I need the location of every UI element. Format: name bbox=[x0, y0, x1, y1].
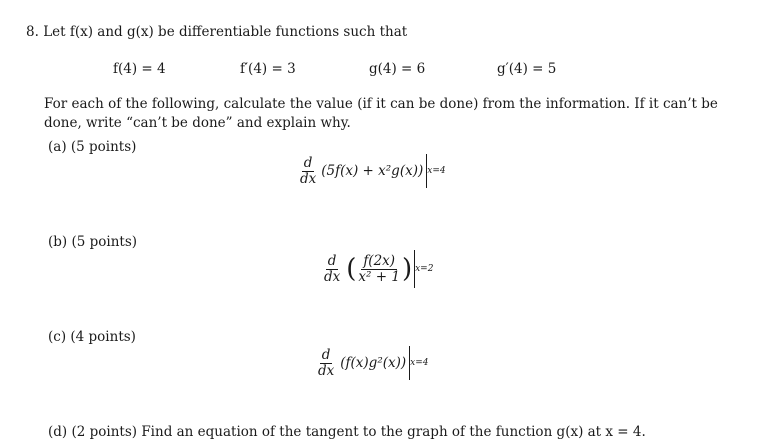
given-fprime4: f′(4) = 3 bbox=[240, 61, 296, 77]
part-a-label: (a) (5 points) bbox=[48, 139, 137, 155]
part-c-label: (c) (4 points) bbox=[48, 329, 136, 345]
part-b-fraction bbox=[356, 254, 402, 283]
given-f4: f(4) = 4 bbox=[113, 61, 166, 77]
part-b-eval-point: x=2 bbox=[415, 264, 434, 274]
part-a-eval-point: x=4 bbox=[427, 166, 446, 176]
part-b-denominator: x² + 1 bbox=[358, 268, 400, 285]
part-b-expression bbox=[322, 250, 433, 288]
problem-intro-line bbox=[26, 24, 407, 40]
given-gprime4: g′(4) = 5 bbox=[497, 61, 557, 77]
part-b-numerator: f(2x) bbox=[363, 253, 396, 270]
part-d-label: (d) (2 points) bbox=[48, 424, 138, 440]
part-a-expression bbox=[298, 154, 446, 188]
derivative-operator: $\frac{d}{dx}$ bbox=[324, 253, 341, 285]
part-a-body: (5f(x) + x²g(x)) bbox=[321, 163, 424, 179]
left-paren: ( bbox=[346, 254, 357, 284]
part-c-eval-point: x=4 bbox=[410, 358, 429, 368]
given-g4: g(4) = 6 bbox=[369, 61, 426, 77]
instructions-line1: For each of the following, calculate the value (if it can be done) from the information. If it can’t be bbox=[44, 96, 718, 112]
instructions-line2: done, write “can’t be done” and explain why. bbox=[44, 115, 351, 131]
problem-number: 8. bbox=[26, 24, 39, 40]
part-d-text: Find an equation of the tangent to the graph of the function g(x) at x = 4. bbox=[141, 424, 646, 440]
part-b-label: (b) (5 points) bbox=[48, 234, 138, 250]
derivative-operator: $\frac{d}{dx}$ bbox=[300, 155, 317, 187]
part-d-line bbox=[48, 424, 646, 440]
part-c-expression bbox=[316, 346, 429, 380]
problem-intro: Let f(x) and g(x) be differentiable functions such that bbox=[43, 24, 408, 40]
derivative-operator: $\frac{d}{dx}$ bbox=[318, 347, 335, 379]
right-paren: ) bbox=[401, 254, 413, 284]
part-c-body: (f(x)g²(x)) bbox=[340, 355, 407, 371]
